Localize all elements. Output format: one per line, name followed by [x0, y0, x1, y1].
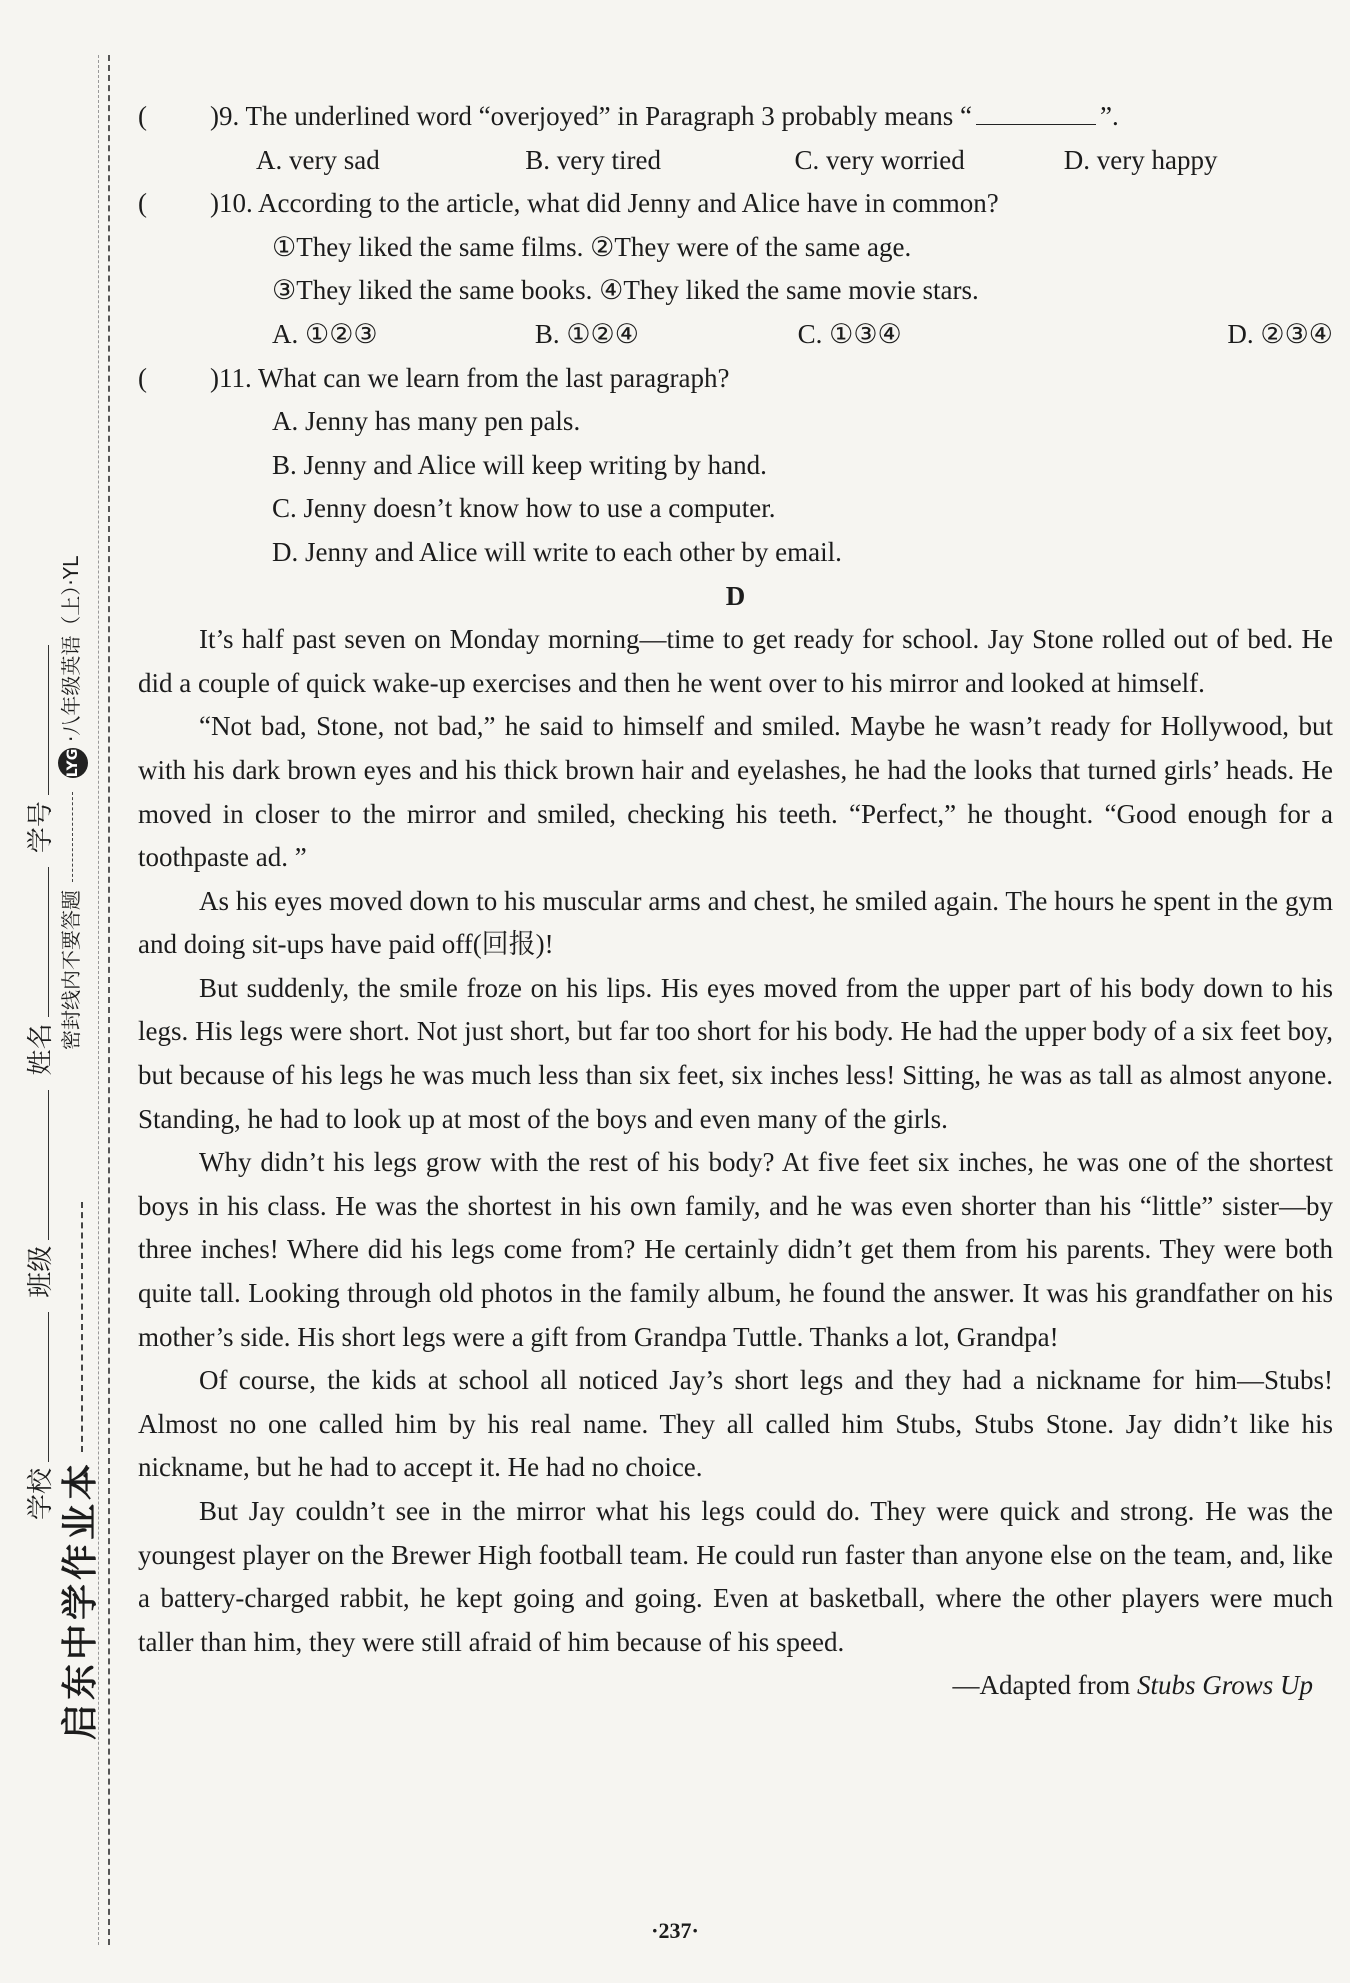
seal-note-text: 密封线内不要答题	[59, 890, 83, 1050]
source-title: Stubs Grows Up	[1136, 1670, 1313, 1701]
lyg-badge-icon: LYG	[58, 748, 88, 778]
option-b: B. ①②④	[534, 318, 639, 349]
option-a: A. very sad	[256, 144, 380, 175]
binding-line	[108, 55, 110, 1945]
statement-line: ①They liked the same films. ②They were of the same age.	[272, 231, 912, 262]
option-d: D. very happy	[1063, 144, 1218, 175]
question-9	[138, 95, 1333, 139]
question-stem: )9. The underlined word “overjoyed” in Paragraph 3 probably means “ ”.	[210, 101, 1119, 131]
paragraph: Of course, the kids at school all noticed Jay’s short legs and they had a nickname for him—Stubs! Almost no one called him by his real name. They all called him Stubs, Stubs Stone. Jay didn’t like his nickname, but he had to accept it. He had no choice.	[138, 1365, 1333, 1483]
brand-text: 启东中学作业本	[60, 1459, 101, 1740]
field-number: 学号	[26, 801, 56, 854]
statement-line: ③They liked the same books. ④They liked the same movie stars.	[272, 275, 979, 306]
source-citation: —Adapted from Stubs Grows Up	[952, 1670, 1313, 1701]
option-d: D. ②③④	[1227, 318, 1333, 349]
paragraph: It’s half past seven on Monday morning—time to get ready for school. Jay Stone rolled out of bed. He did a couple of quick wake-up exercises and then he went over to his mirror and looked at himself.	[138, 624, 1333, 698]
question-10	[138, 182, 1333, 226]
answer-paren[interactable]: (	[138, 101, 147, 131]
section-title: D	[725, 580, 746, 611]
option-b: B. Jenny and Alice will keep writing by hand.	[272, 449, 767, 480]
brand-title	[52, 1202, 103, 1740]
question-stem: )11. What can we learn from the last paragraph?	[210, 362, 730, 393]
seal-note	[55, 556, 88, 1050]
answer-blank[interactable]	[976, 100, 1096, 125]
field-name: 姓名	[26, 1023, 56, 1076]
paragraph: But suddenly, the smile froze on his lips. His eyes moved from the upper part of his body down to his legs. His legs were short. Not just short, but far too short for his body. He had the upper body of a six feet boy, but because of his legs he was much less than six feet, six inches less! Sitting, he was as tall as almost anyone. Standing, he had to look up at most of the boys and even many of the girls.	[138, 972, 1333, 1134]
paragraph: Why didn’t his legs grow with the rest of his body? At five feet six inches, he was one of the shortest boys in his class. He was the shortest in his own family, and he was even shorter than his “little” sister—by three inches! Where did his legs come from? He certainly didn’t get them from his parents. They were both quite tall. Looking through old photos in the family album, he found the answer. It was his grandfather on his mother’s side. His short legs were a gift from Grandpa Tuttle. Thanks a lot, Grandpa!	[138, 1147, 1333, 1352]
question-stem: )10. According to the article, what did Jenny and Alice have in common?	[210, 188, 999, 219]
binding-margin	[0, 0, 112, 1983]
option-c: C. ①③④	[797, 318, 902, 349]
paragraph: As his eyes moved down to his muscular arms and chest, he smiled again. The hours he spent in the gym and doing sit-ups have paid off(回报)!	[138, 885, 1333, 960]
paragraph: “Not bad, Stone, not bad,” he said to himself and smiled. Maybe he wasn’t ready for Hollywood, but with his dark brown eyes and his thick brown hair and eyelashes, he had the looks that turned girls’ heads. He moved in closer to the mirror and smiled, checking his teeth. “Perfect,” he thought. “Good enough for a toothpaste ad. ”	[138, 711, 1333, 873]
field-class: 班级	[26, 1245, 56, 1298]
answer-paren[interactable]: (	[138, 188, 147, 219]
course-label: ·八年级英语（上）·YL	[59, 555, 83, 742]
option-a: A. Jenny has many pen pals.	[272, 406, 581, 437]
option-c: C. very worried	[794, 144, 965, 175]
field-school: 学校	[26, 1467, 56, 1520]
question-10-options	[138, 313, 1333, 357]
answer-paren[interactable]: (	[138, 362, 147, 393]
question-9-options	[138, 139, 1333, 183]
page-content	[138, 95, 1333, 1708]
question-11	[138, 357, 1333, 401]
page-number: ·237·	[651, 1918, 699, 1943]
paragraph: But Jay couldn’t see in the mirror what his legs could do. They were quick and strong. He was the youngest player on the Brewer High football team. He could run faster than anyone else on the team, and, like a battery-charged rabbit, he kept going and going. Even at basketball, where the other players were much taller than him, they were still afraid of him because of his speed.	[138, 1496, 1333, 1657]
option-c: C. Jenny doesn’t know how to use a computer.	[272, 493, 776, 524]
option-d: D. Jenny and Alice will write to each other by email.	[272, 536, 842, 567]
option-b: B. very tired	[525, 144, 661, 175]
option-a: A. ①②③	[272, 318, 378, 349]
